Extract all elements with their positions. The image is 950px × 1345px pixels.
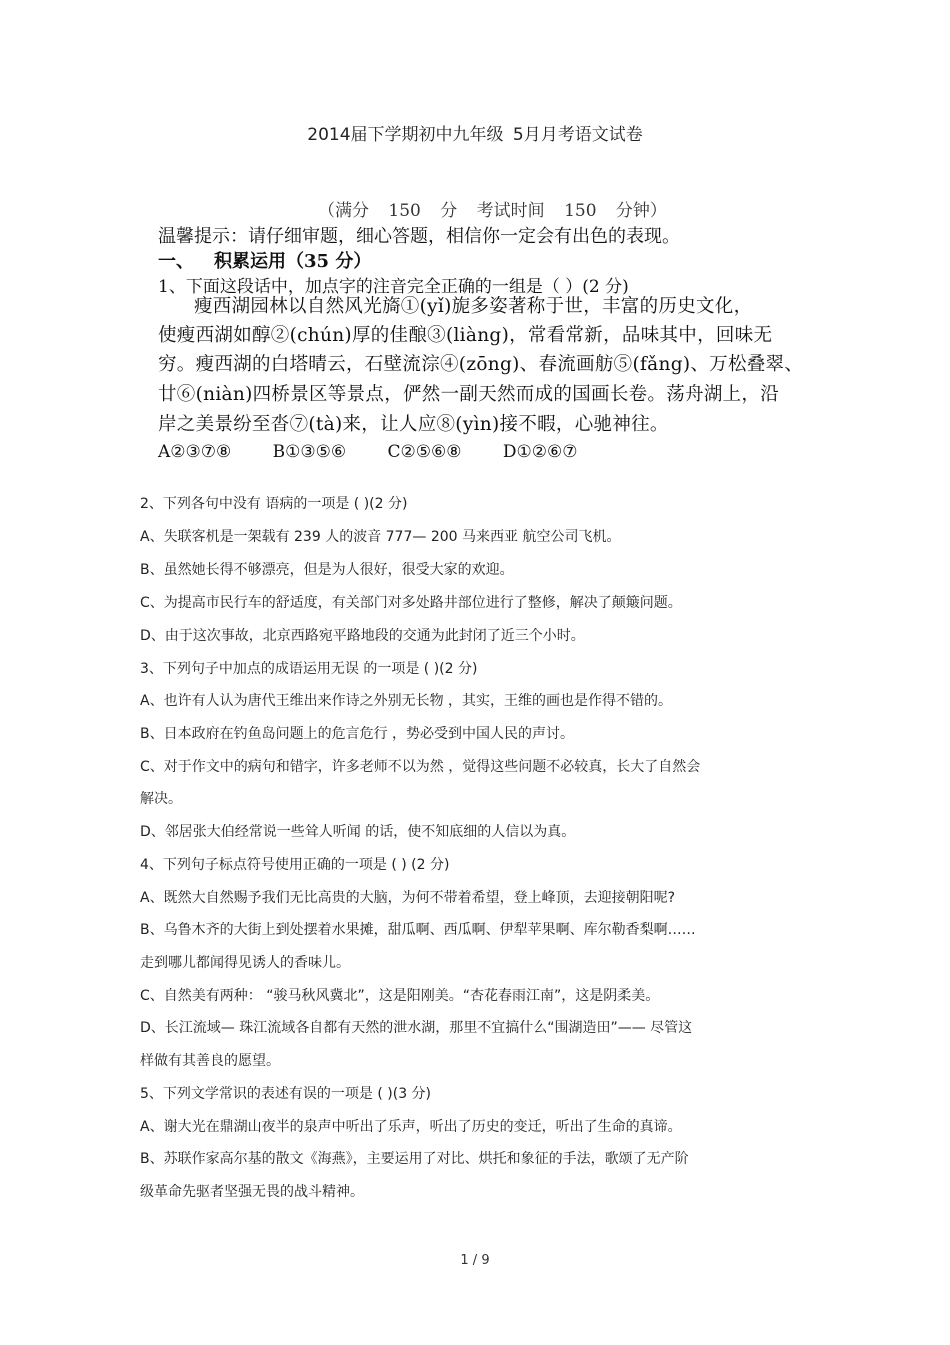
q1-passage-line: 瘦西湖园林以自然风光旖①(yǐ)旎多姿著称于世，丰富的历史文化， <box>194 296 753 317</box>
q3-option-a: A、也许有人认为唐代王维出来作诗之外别无长物 ，其实，王维的画也是作得不错的。 <box>140 693 673 709</box>
section-heading <box>158 247 371 273</box>
q1-option-b: B①③⑤⑥ <box>272 442 347 462</box>
question-1-stem: 1、下面这段话中，加点字的注音完全正确的一组是（ ）(2 分) <box>158 277 629 297</box>
warm-tip: 温馨提示：请仔细审题，细心答题，相信你一定会有出色的表现。 <box>158 226 680 247</box>
q4-option-b: B、乌鲁木齐的大街上到处摆着水果摊，甜瓜啊、西瓜啊、伊犁苹果啊、库尔勒香梨啊…… <box>140 922 696 938</box>
q3-option-b: B、日本政府在钓鱼岛问题上的危言危行 ，势必受到中国人民的声讨。 <box>140 726 575 742</box>
q4-option-a: A、既然大自然赐予我们无比高贵的大脑，为何不带着希望，登上峰顶，去迎接朝阳呢? <box>140 890 676 906</box>
q1-option-a: A②③⑦⑧ <box>158 442 232 462</box>
q5-option-b: B、苏联作家高尔基的散文《海燕》，主要运用了对比、烘托和象征的手法，歌颂了无产阶 <box>140 1151 689 1167</box>
q1-options <box>158 442 578 462</box>
question-4-stem: 4、下列句子标点符号使用正确的一项是 ( ) (2 分) <box>140 857 450 873</box>
page-number: 1 / 9 <box>460 1253 490 1268</box>
score-time-line: （满分 150 分 考试时间 150 分钟） <box>318 201 667 221</box>
q5-option-b-cont: 级革命先驱者坚强无畏的战斗精神。 <box>140 1184 364 1200</box>
q3-option-d: D、邻居张大伯经常说一些耸人听闻 的话，使不知底细的人信以为真。 <box>140 824 576 840</box>
question-5-stem: 5、下列文学常识的表述有误的一项是 ( )(3 分) <box>140 1086 432 1102</box>
q1-passage-line: 穷。瘦西湖的白塔晴云，石壁流淙④(zōng)、春流画舫⑤(fǎng)、万松叠翠、 <box>158 354 804 375</box>
section-title: 积累运用（35 分） <box>214 251 372 272</box>
question-2-stem: 2、下列各句中没有 语病的一项是 ( )(2 分) <box>140 496 408 512</box>
q1-option-d: D①②⑥⑦ <box>502 442 578 462</box>
q4-option-c: C、自然美有两种： “骏马秋风冀北”，这是阳刚美。“杏花春雨江南”，这是阴柔美。 <box>140 988 660 1004</box>
question-3-stem: 3、下列句子中加点的成语运用无误 的一项是 ( )(2 分) <box>140 661 478 677</box>
q1-passage-line: 使瘦西湖如醇②(chún)厚的佳酿③(liàng)，常看常新，品味其中，回味无 <box>158 325 773 346</box>
q2-option-b: B、虽然她长得不够漂亮，但是为人很好，很受大家的欢迎。 <box>140 562 514 578</box>
exam-title: 2014届下学期初中九年级 5月月考语文试卷 <box>307 125 643 145</box>
q1-passage-line: 岸之美景纷至沓⑦(tà)来，让人应⑧(yìn)接不暇，心驰神往。 <box>158 414 669 435</box>
q3-option-c-cont: 解决。 <box>140 791 182 807</box>
q4-option-d: D、长江流域— 珠江流域各自都有天然的泄水湖，那里不宜搞什么“围湖造田”—— 尽管这 <box>140 1020 693 1036</box>
q4-option-d-cont: 样做有其善良的愿望。 <box>140 1053 280 1069</box>
q2-option-d: D、由于这次事故，北京西路宛平路地段的交通为此封闭了近三个小时。 <box>140 628 585 644</box>
q1-passage-line: 廿⑥(niàn)四桥景区等景点，俨然一副天然而成的国画长卷。荡舟湖上，沿 <box>158 384 780 405</box>
q3-option-c: C、对于作文中的病句和错字，许多老师不以为然 ，觉得这些问题不必较真，长大了自然会 <box>140 759 701 775</box>
q4-option-b-cont: 走到哪儿都闻得见诱人的香味儿。 <box>140 955 350 971</box>
q5-option-a: A、谢大光在鼎湖山夜半的泉声中听出了乐声，听出了历史的变迁，听出了生命的真谛。 <box>140 1119 682 1135</box>
q1-option-c: C②⑤⑥⑧ <box>387 442 462 462</box>
q2-option-c: C、为提高市民行车的舒适度，有关部门对多处路井部位进行了整修，解决了颠簸问题。 <box>140 595 682 611</box>
section-number: 一、 <box>158 251 194 272</box>
q2-option-a: A、失联客机是一架载有 239 人的波音 777— 200 马来西亚 航空公司飞机。 <box>140 529 621 545</box>
